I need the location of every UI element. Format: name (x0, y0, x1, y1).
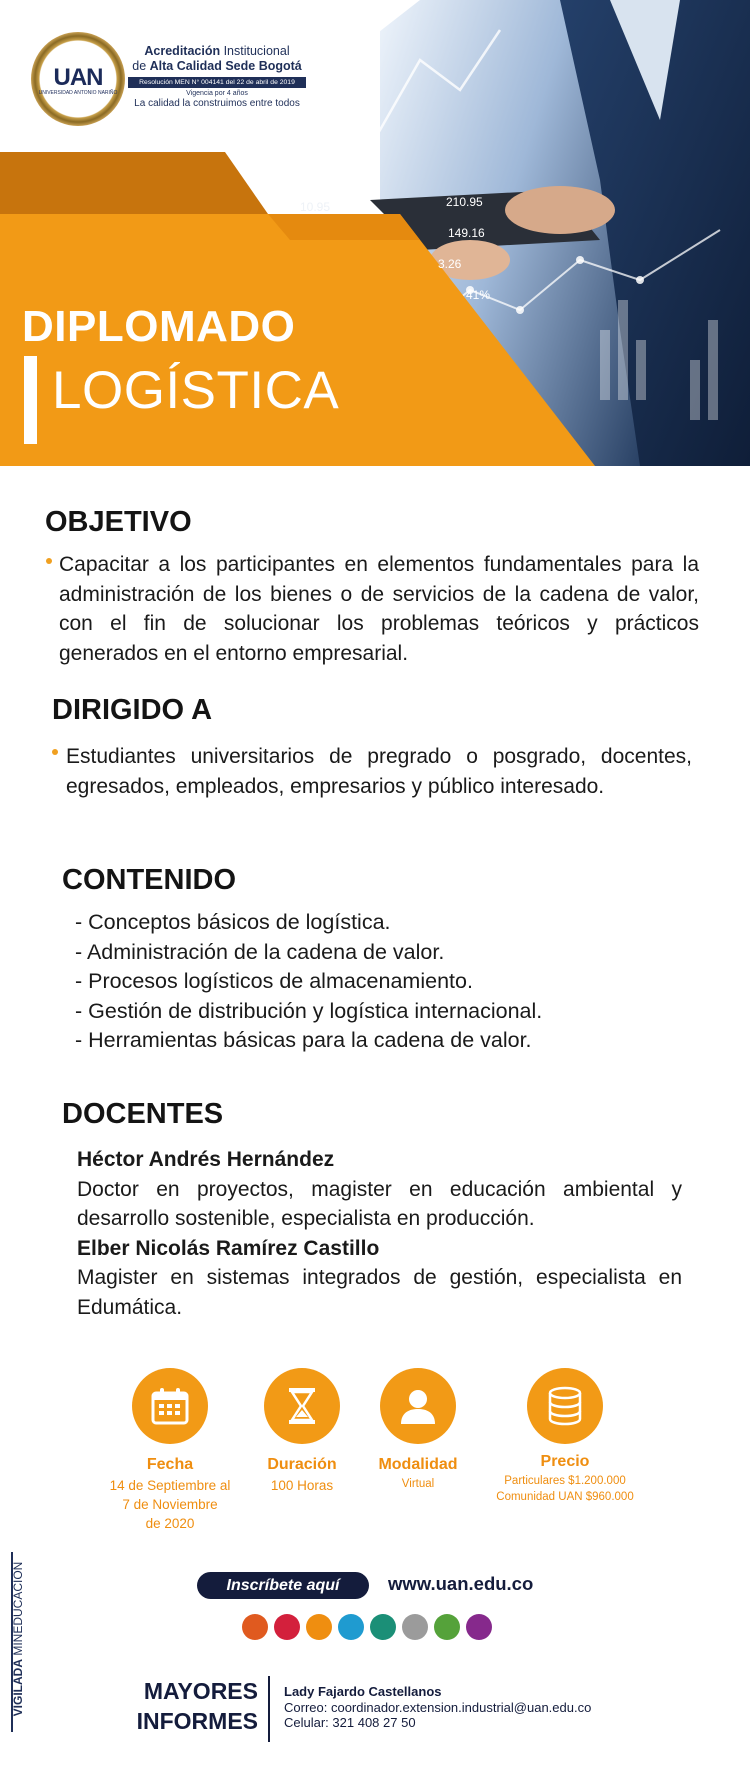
list-item: - Conceptos básicos de logística. (75, 910, 391, 934)
validity-text: Vigencia por 4 años (186, 90, 248, 97)
resolution-badge: Resolución MEN N° 004141 del 22 de abril de 2019 (128, 77, 306, 88)
logo-text: UAN (53, 64, 103, 91)
slogan-text: La calidad la construimos entre todos (134, 98, 300, 109)
vigilada-text: VIGILADA MINEDUCACIÓN (11, 1561, 25, 1717)
precio-detail: Particulares $1.200.000 Comunidad UAN $960.000 (496, 1475, 634, 1503)
contact-phone: Celular: 321 408 27 50 (284, 1715, 416, 1730)
chart-label: 10.95 (300, 200, 331, 214)
website-link[interactable]: www.uan.edu.co (388, 1573, 534, 1594)
fecha-detail: 14 de Septiembre al 7 de Noviembre de 2020 (109, 1478, 231, 1531)
modalidad-detail: Virtual (401, 1478, 435, 1490)
page-title: DIPLOMADO (22, 302, 296, 351)
list-item: - Herramientas básicas para la cadena de valor. (75, 1028, 532, 1053)
contenido-heading: CONTENIDO (62, 864, 236, 896)
docentes-heading: DOCENTES (62, 1098, 224, 1130)
accreditation-line2: de Alta Calidad Sede Bogotá (132, 59, 302, 73)
bullet-icon (46, 558, 52, 564)
color-dot (370, 1614, 396, 1640)
color-dot (338, 1614, 364, 1640)
color-dot (274, 1614, 300, 1640)
header-banner (0, 0, 750, 466)
footer-divider (268, 1676, 270, 1742)
hourglass-icon (264, 1368, 340, 1444)
color-dot (402, 1614, 428, 1640)
database-icon (527, 1368, 603, 1444)
list-item: - Procesos logísticos de almacenamiento. (75, 969, 473, 994)
title-accent-bar (24, 356, 37, 444)
logo-subtext: UNIVERSIDAD ANTONIO NARIÑO (38, 90, 118, 96)
dirigido-heading: DIRIGIDO A (52, 694, 213, 726)
contact-block (284, 1684, 591, 1731)
color-dot (306, 1614, 332, 1640)
duracion-detail: 100 Horas (270, 1478, 334, 1493)
chart-label: 210.95 (446, 195, 483, 209)
precio-title: Precio (540, 1453, 590, 1470)
duracion-title: Duración (267, 1456, 337, 1473)
color-dot (434, 1614, 460, 1640)
bullet-icon (52, 749, 58, 755)
chart-label: 41% (466, 288, 491, 302)
register-button[interactable]: Inscríbete aquí (197, 1572, 369, 1599)
mayores-informes: MAYORES INFORMES (136, 1678, 258, 1734)
dirigido-text: Estudiantes universitarios de pregrado o posgrado, docentes, egresados, empleados, empresarios y público interesado. (66, 745, 692, 798)
docente-bio: Doctor en proyectos, magister en educación ambiental y desarrollo sostenible, especialista en producción. (77, 1177, 682, 1231)
docente-name: Héctor Andrés Hernández (77, 1148, 335, 1171)
user-icon (380, 1368, 456, 1444)
calendar-icon (132, 1368, 208, 1444)
contact-name: Lady Fajardo Castellanos (284, 1684, 442, 1699)
color-dot (466, 1614, 492, 1640)
page-subtitle: LOGÍSTICA (52, 361, 340, 420)
list-item: - Gestión de distribución y logística internacional. (75, 998, 543, 1023)
contenido-list (75, 908, 542, 1056)
modalidad-title: Modalidad (378, 1456, 458, 1473)
docentes-list (77, 1145, 682, 1323)
chart-label: 149.16 (448, 226, 485, 240)
objetivo-heading: OBJETIVO (45, 506, 192, 538)
accreditation-block (128, 44, 306, 109)
fecha-title: Fecha (146, 1456, 194, 1473)
docente-name: Elber Nicolás Ramírez Castillo (77, 1236, 380, 1260)
list-item: - Administración de la cadena de valor. (75, 939, 445, 964)
contact-email[interactable]: Correo: coordinador.extension.industrial@uan.edu.co (284, 1699, 592, 1715)
chart-label: 3.26 (438, 257, 462, 271)
docente-bio: Magister en sistemas integrados de gestión, especialista en Edumática. (77, 1266, 682, 1319)
color-dot (242, 1614, 268, 1640)
accreditation-line1: Acreditación Institucional (144, 44, 290, 58)
objetivo-text: Capacitar a los participantes en elementos fundamentales para la administración de los bienes o de servicios de la cadena de valor, con el fin de solucionar los problemas teóricos y prácticos generados en el entorno empresarial. (59, 553, 699, 665)
uan-logo (31, 32, 125, 126)
